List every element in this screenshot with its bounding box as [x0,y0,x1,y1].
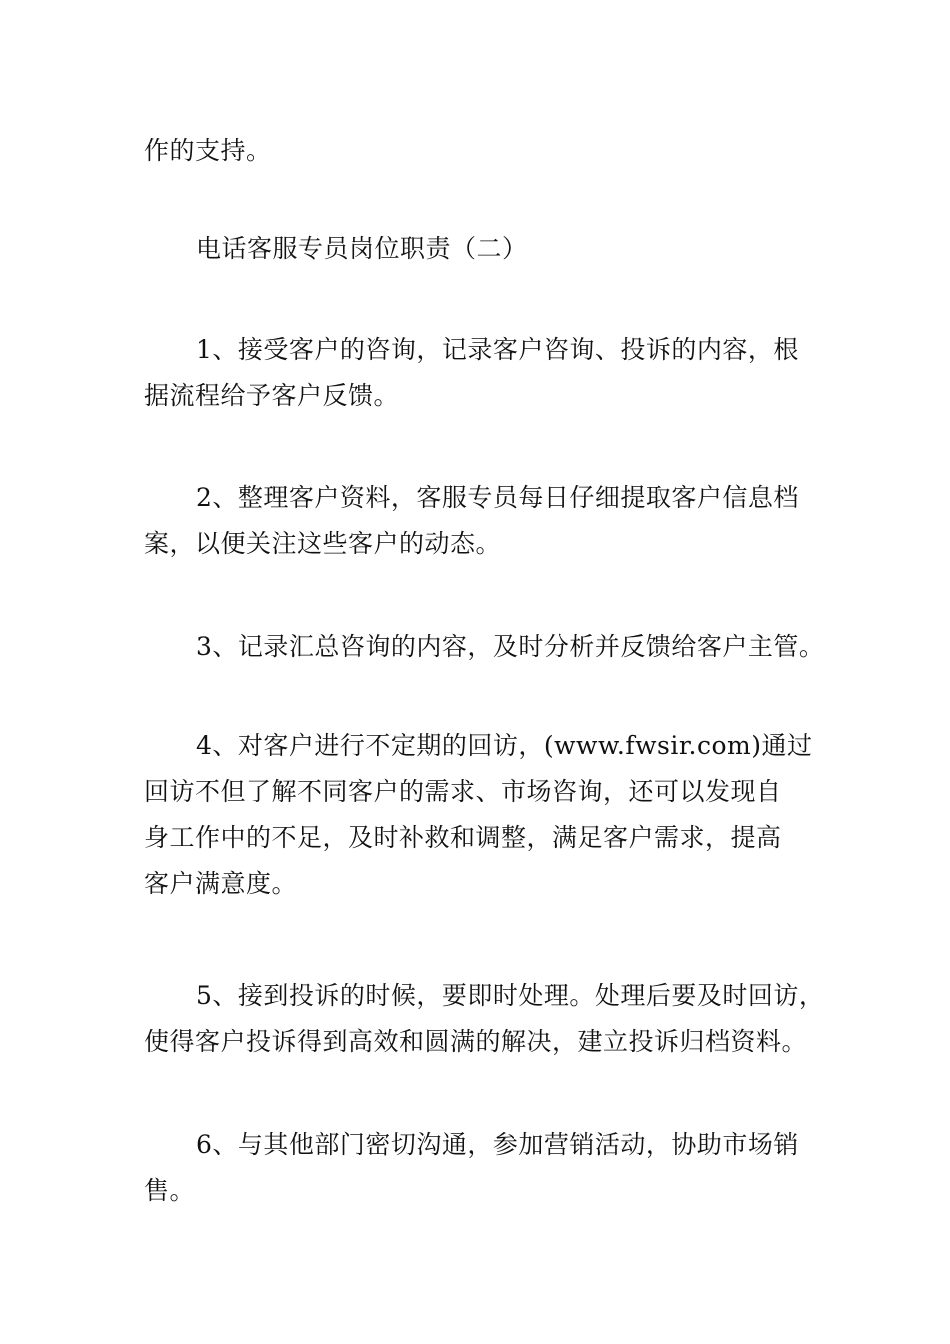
duty-item-4 [144,723,812,907]
paragraph-line: 客户满意度。 [144,869,298,898]
paragraph-line: 作的支持。 [144,136,272,165]
paragraph-line: 身工作中的不足，及时补救和调整，满足客户需求，提高 [144,823,782,852]
paragraph-line: 据流程给予客户反馈。 [144,381,400,410]
paragraph-line: 5、接到投诉的时候，要即时处理。处理后要及时回访， [196,981,825,1010]
paragraph-line: 案，以便关注这些客户的动态。 [144,529,502,558]
section-title [144,226,812,272]
paragraph-line: 售。 [144,1176,196,1205]
paragraph-line: 1、接受客户的咨询，记录客户咨询、投诉的内容，根 [196,335,799,364]
duty-item-5 [144,973,825,1065]
duty-item-1 [144,327,812,419]
paragraph-line: 3、记录汇总咨询的内容，及时分析并反馈给客户主管。 [196,632,825,661]
section-title-text: 电话客服专员岗位职责（二） [196,234,528,263]
paragraph-line: 4、对客户进行不定期的回访，(www.fwsir.com)通过 [196,731,813,760]
duty-item-3 [144,624,825,670]
paragraph-line: 使得客户投诉得到高效和圆满的解决，建立投诉归档资料。 [144,1027,808,1056]
paragraph-line: 6、与其他部门密切沟通，参加营销活动，协助市场销 [196,1130,799,1159]
paragraph-line: 2、整理客户资料，客服专员每日仔细提取客户信息档 [196,483,799,512]
duty-item-6 [144,1122,812,1214]
paragraph-line: 回访不但了解不同客户的需求、市场咨询，还可以发现自 [144,777,782,806]
duty-item-2 [144,475,812,567]
continuation-paragraph [144,128,812,174]
